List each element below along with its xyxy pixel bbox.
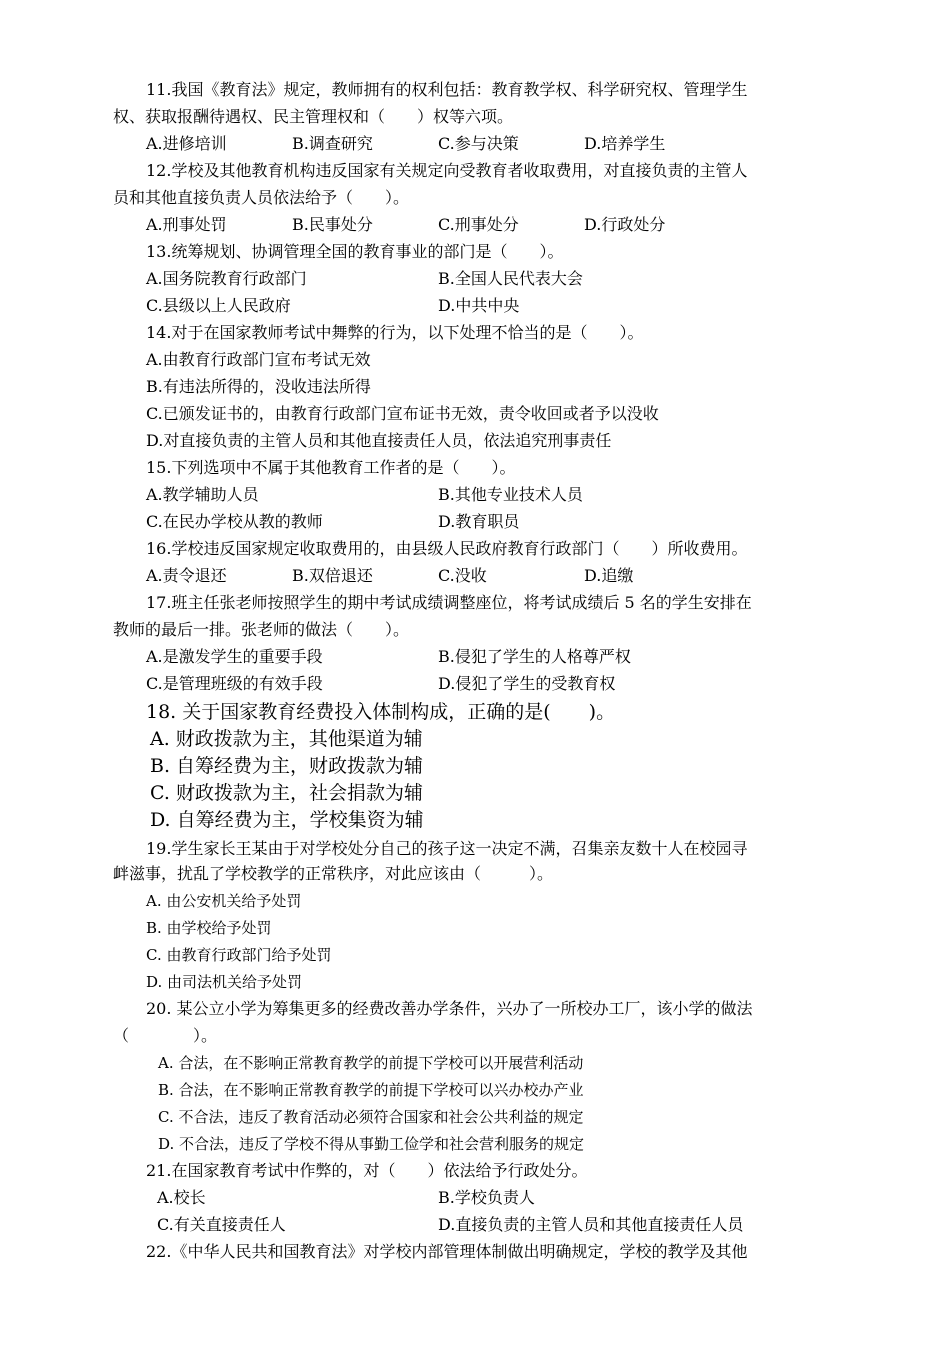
q14-option-c: C.已颁发证书的，由教育行政部门宣布证书无效，责令收回或者予以没收 bbox=[146, 404, 659, 423]
q18-option-d: D. 自筹经费为主，学校集资为辅 bbox=[150, 809, 424, 831]
q11-stem-line2: 权、获取报酬待遇权、民主管理权和（ ）权等六项。 bbox=[113, 107, 514, 126]
q20-option-a: A. 合法，在不影响正常教育教学的前提下学校可以开展营利活动 bbox=[158, 1054, 584, 1072]
q12-stem-line2: 员和其他直接负责人员依法给予（ ）。 bbox=[113, 188, 410, 207]
q21-option-c: C.有关直接责任人 bbox=[157, 1215, 286, 1234]
q13-option-a: A.国务院教育行政部门 bbox=[146, 269, 307, 288]
q11-option-a: A.进修培训 bbox=[146, 134, 227, 153]
q14-option-a: A.由教育行政部门宣布考试无效 bbox=[146, 350, 371, 369]
q11-option-d: D.培养学生 bbox=[584, 134, 666, 153]
q20-option-b: B. 合法，在不影响正常教育教学的前提下学校可以兴办校办产业 bbox=[158, 1081, 584, 1099]
q15-option-a: A.教学辅助人员 bbox=[146, 485, 259, 504]
q17-option-d: D.侵犯了学生的受教育权 bbox=[438, 674, 616, 693]
q20-option-d: D. 不合法，违反了学校不得从事勤工俭学和社会营利服务的规定 bbox=[158, 1135, 585, 1153]
q22-stem: 22.《中华人民共和国教育法》对学校内部管理体制做出明确规定，学校的教学及其他 bbox=[146, 1242, 748, 1261]
q12-option-a: A.刑事处罚 bbox=[146, 215, 227, 234]
q21-stem: 21.在国家教育考试中作弊的，对（ ）依法给予行政处分。 bbox=[146, 1161, 588, 1180]
q15-stem: 15.下列选项中不属于其他教育工作者的是（ ）。 bbox=[146, 458, 516, 477]
q18-stem: 18. 关于国家教育经费投入体制构成，正确的是( )。 bbox=[146, 701, 616, 723]
q19-option-c: C. 由教育行政部门给予处罚 bbox=[146, 946, 332, 964]
q14-option-b: B.有违法所得的，没收违法所得 bbox=[146, 377, 371, 396]
q17-stem-line2: 教师的最后一排。张老师的做法（ ）。 bbox=[113, 620, 410, 639]
q11-option-b: B.调查研究 bbox=[292, 134, 373, 153]
q11-option-c: C.参与决策 bbox=[438, 134, 519, 153]
q21-option-b: B.学校负责人 bbox=[438, 1188, 535, 1207]
q12-option-d: D.行政处分 bbox=[584, 215, 666, 234]
q16-stem: 16.学校违反国家规定收取费用的，由县级人民政府教育行政部门（ ）所收费用。 bbox=[146, 539, 748, 558]
q17-stem-line1: 17.班主任张老师按照学生的期中考试成绩调整座位，将考试成绩后 5 名的学生安排在 bbox=[146, 593, 752, 612]
q13-option-c: C.县级以上人民政府 bbox=[146, 296, 291, 315]
q17-option-c: C.是管理班级的有效手段 bbox=[146, 674, 323, 693]
q20-option-c: C. 不合法，违反了教育活动必须符合国家和社会公共利益的规定 bbox=[158, 1108, 584, 1126]
q12-option-c: C.刑事处分 bbox=[438, 215, 519, 234]
q14-option-d: D.对直接负责的主管人员和其他直接责任人员，依法追究刑事责任 bbox=[146, 431, 612, 450]
q17-option-a: A.是激发学生的重要手段 bbox=[146, 647, 323, 666]
q19-option-d: D. 由司法机关给予处罚 bbox=[146, 973, 303, 991]
q21-option-d: D.直接负责的主管人员和其他直接责任人员 bbox=[438, 1215, 744, 1234]
q19-option-a: A. 由公安机关给予处罚 bbox=[146, 892, 302, 910]
q19-stem-line1: 19.学生家长王某由于对学校处分自己的孩子这一决定不满，召集亲友数十人在校园寻 bbox=[146, 839, 748, 858]
q14-stem: 14.对于在国家教师考试中舞弊的行为，以下处理不恰当的是（ ）。 bbox=[146, 323, 644, 342]
q13-stem: 13.统筹规划、协调管理全国的教育事业的部门是（ ）。 bbox=[146, 242, 564, 261]
q16-option-b: B.双倍退还 bbox=[292, 566, 373, 585]
q19-option-b: B. 由学校给予处罚 bbox=[146, 919, 272, 937]
q19-stem-line2: 衅滋事，扰乱了学校教学的正常秩序，对此应该由（ ）。 bbox=[113, 864, 554, 883]
q18-option-b: B. 自筹经费为主，财政拨款为辅 bbox=[150, 755, 424, 777]
q21-option-a: A.校长 bbox=[157, 1188, 206, 1207]
q18-option-c: C. 财政拨款为主，社会捐款为辅 bbox=[150, 782, 423, 804]
q15-option-d: D.教育职员 bbox=[438, 512, 520, 531]
q13-option-b: B.全国人民代表大会 bbox=[438, 269, 583, 288]
q15-option-c: C.在民办学校从教的教师 bbox=[146, 512, 323, 531]
q20-stem-line2: （ ）。 bbox=[113, 1026, 218, 1045]
q18-option-a: A. 财政拨款为主，其他渠道为辅 bbox=[150, 728, 423, 750]
q15-option-b: B.其他专业技术人员 bbox=[438, 485, 583, 504]
q12-option-b: B.民事处分 bbox=[292, 215, 373, 234]
q17-option-b: B.侵犯了学生的人格尊严权 bbox=[438, 647, 631, 666]
q11-stem-line1: 11.我国《教育法》规定，教师拥有的权利包括：教育教学权、科学研究权、管理学生 bbox=[146, 80, 748, 99]
q20-stem-line1: 20. 某公立小学为筹集更多的经费改善办学条件，兴办了一所校办工厂，该小学的做法 bbox=[146, 999, 753, 1018]
q16-option-d: D.追缴 bbox=[584, 566, 634, 585]
q16-option-a: A.责令退还 bbox=[146, 566, 227, 585]
q12-stem-line1: 12.学校及其他教育机构违反国家有关规定向受教育者收取费用，对直接负责的主管人 bbox=[146, 161, 748, 180]
q13-option-d: D.中共中央 bbox=[438, 296, 520, 315]
q16-option-c: C.没收 bbox=[438, 566, 487, 585]
